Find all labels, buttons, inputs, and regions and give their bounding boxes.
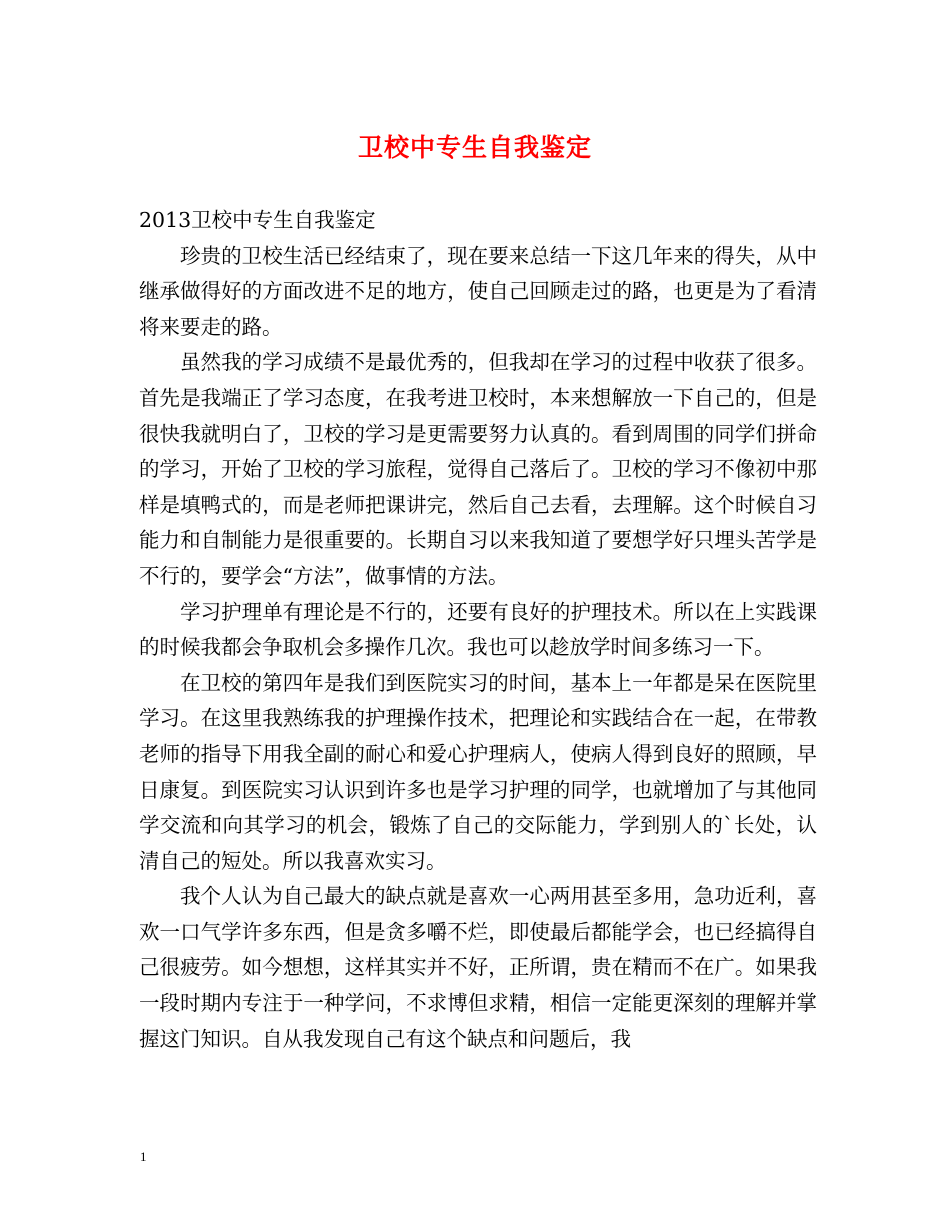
paragraph: 珍贵的卫校生活已经结束了，现在要来总结一下这几年来的得失，从中继承做得好的方面改进不足的地方，使自己回顾走过的路，也更是为了看清将来要走的路。 (139, 243, 817, 339)
paragraph: 我个人认为自己最大的缺点就是喜欢一心两用甚至多用，急功近利，喜欢一口气学许多东西，但是贪多嚼不烂，即使最后都能学会，也已经搞得自己很疲劳。如今想想，这样其实并不好，正所谓，贵在精而不在广。如果我一段时期内专注于一种学问，不求博但求精，相信一定能更深刻的理解并掌握这门知识。自从我发现自己有这个缺点和问题后，我 (139, 884, 817, 1051)
document-subtitle: 2013卫校中专生自我鉴定 (139, 208, 376, 232)
paragraph: 在卫校的第四年是我们到医院实习的时间，基本上一年都是呆在医院里学习。在这里我熟练我的护理操作技术，把理论和实践结合在一起，在带教老师的指导下用我全副的耐心和爱心护理病人，使病人得到良好的照顾，早日康复。到医院实习认识到许多也是学习护理的同学，也就增加了与其他同学交流和向其学习的机会，锻炼了自己的交际能力，学到别人的`长处，认清自己的短处。所以我喜欢实习。 (139, 670, 817, 873)
document-body (139, 203, 817, 1057)
document-title: 卫校中专生自我鉴定 (357, 133, 592, 162)
paragraph: 学习护理单有理论是不行的，还要有良好的护理技术。所以在上实践课的时候我都会争取机会多操作几次。我也可以趁放学时间多练习一下。 (139, 599, 817, 660)
paragraph: 虽然我的学习成绩不是最优秀的，但我却在学习的过程中收获了很多。首先是我端正了学习态度，在我考进卫校时，本来想解放一下自己的，但是很快我就明白了，卫校的学习是更需要努力认真的。看到周围的同学们拼命的学习，开始了卫校的学习旅程，觉得自己落后了。卫校的学习不像初中那样是填鸭式的，而是老师把课讲完，然后自己去看，去理解。这个时候自习能力和自制能力是很重要的。长期自习以来我知道了要想学好只埋头苦学是不行的，要学会“方法”，做事情的方法。 (139, 350, 817, 588)
page-number: 1 (140, 1149, 147, 1164)
